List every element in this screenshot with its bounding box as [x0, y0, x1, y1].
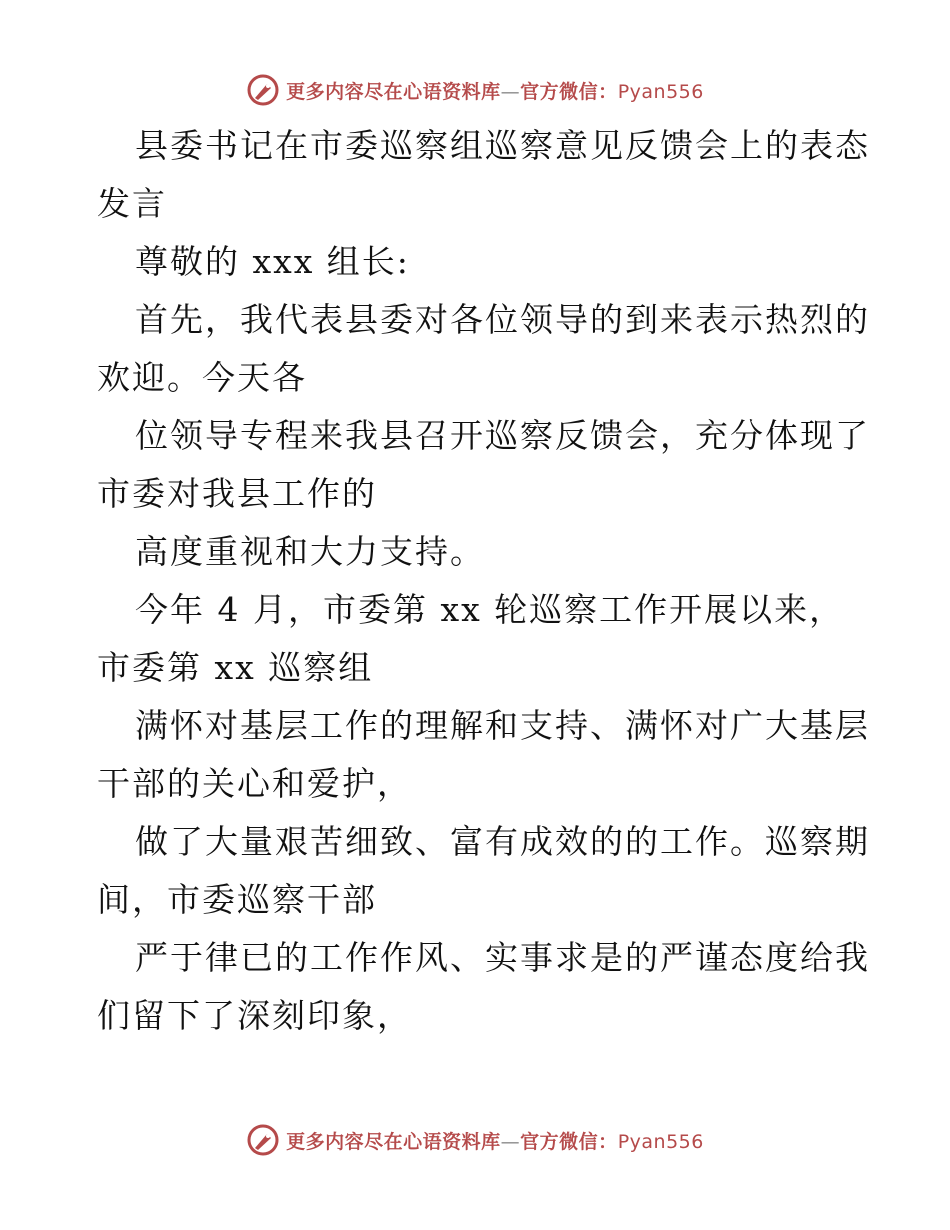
- paragraph-line: 间，市委巡察干部: [97, 880, 377, 919]
- paragraph-line: 今年 4 月，市委第 xx 轮巡察工作开展以来，: [135, 590, 845, 629]
- paragraph-line: 欢迎。今天各: [97, 358, 307, 397]
- paragraph-line: 们留下了深刻印象，: [97, 996, 412, 1035]
- footer-watermark: [0, 1120, 950, 1160]
- watermark-wechat-id: Pyan556: [617, 1130, 704, 1153]
- paragraph-line: 位领导专程来我县召开巡察反馈会，充分体现了: [135, 416, 870, 455]
- watermark-wechat-label: 官方微信：: [520, 1130, 618, 1153]
- paragraph-line: 做了大量艰苦细致、富有成效的的工作。巡察期: [135, 822, 870, 861]
- watermark-brand: 更多内容尽在心语资料库: [286, 80, 501, 103]
- paragraph-line: 市委对我县工作的: [97, 474, 377, 513]
- paragraph-line: 市委第 xx 巡察组: [97, 648, 374, 687]
- paragraph-line: 高度重视和大力支持。: [135, 532, 485, 571]
- paragraph-line: 严于律已的工作作风、实事求是的严谨态度给我: [135, 938, 870, 977]
- paragraph-line: 满怀对基层工作的理解和支持、满怀对广大基层: [135, 706, 870, 745]
- document-title-line-2: 发言: [97, 184, 167, 223]
- pen-nib-logo-icon: [246, 1123, 280, 1157]
- paragraph-line: 干部的关心和爱护，: [97, 764, 412, 803]
- watermark-brand: 更多内容尽在心语资料库: [286, 1130, 501, 1153]
- document-title-line-1: 县委书记在市委巡察组巡察意见反馈会上的表态: [135, 126, 870, 165]
- watermark-separator: —: [500, 1130, 521, 1153]
- watermark-separator: —: [500, 80, 521, 103]
- watermark-text: [286, 77, 704, 104]
- pen-nib-logo-icon: [246, 73, 280, 107]
- watermark-text: [286, 1127, 704, 1154]
- watermark-wechat-label: 官方微信：: [520, 80, 618, 103]
- salutation: 尊敬的 xxx 组长:: [135, 242, 410, 281]
- document-body: [97, 117, 870, 1045]
- watermark-wechat-id: Pyan556: [617, 80, 704, 103]
- paragraph-line: 首先，我代表县委对各位领导的到来表示热烈的: [135, 300, 870, 339]
- header-watermark: [0, 70, 950, 110]
